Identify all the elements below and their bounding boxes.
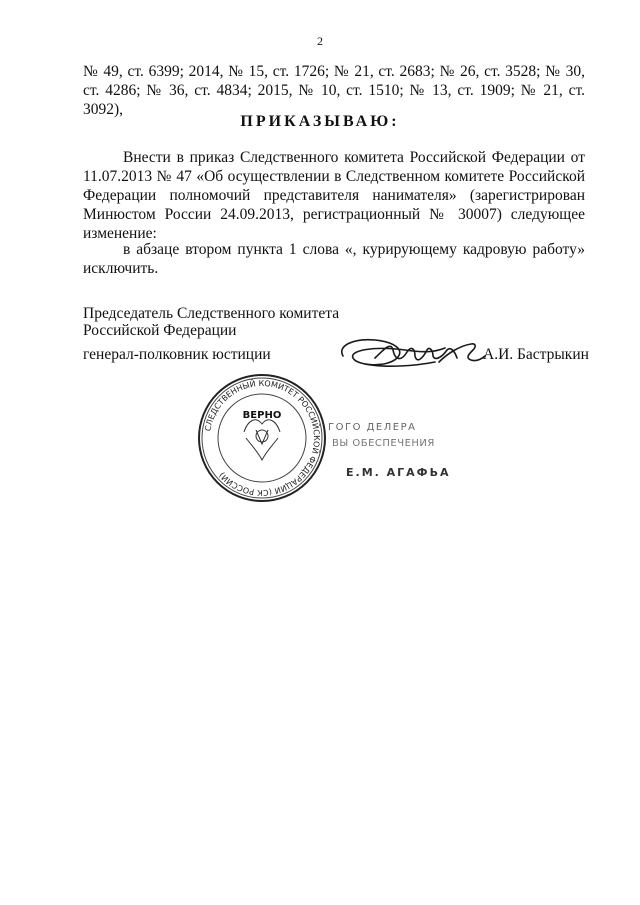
official-seal <box>196 372 328 504</box>
signer-name: А.И. Бастрыкин <box>483 346 589 363</box>
order-paragraph-2: в абзаце втором пункта 1 слова «, курирующему кадровую работу» исключить. <box>83 241 585 277</box>
continuation-text: № 49, ст. 6399; 2014, № 15, ст. 1726; № 21, ст. 2683; № 26, ст. 3528; № 30, ст. 4286; № 36, ст. 4834; 2015, № 10, ст. 1510; № 13, ст. 1909; № 21, ст. 3092), <box>83 63 585 118</box>
page-number: 2 <box>317 34 323 48</box>
stamp-name: Е.М. АГАФЬА <box>346 466 451 479</box>
handwritten-signature <box>335 328 495 378</box>
signer-position-title: Председатель Следственного комитета Российской Федерации <box>83 305 340 339</box>
stamp-line-1: ГОГО ДЕЛЕРА <box>328 422 417 433</box>
stamp-line-2: ВЫ ОБЕСПЕЧЕНИЯ <box>332 438 435 449</box>
order-paragraph-1: Внести в приказ Следственного комитета Российской Федерации от 11.07.2013 № 47 «Об осуществлении в Следственном комитете Российской Федерации полномочий представителя нанимателя» (зарегистрирован Минюстом России 24.09.2013, регистрационный № 30007) следующее изменение: <box>83 149 585 242</box>
seal-ring-text: СЛЕДСТВЕННЫЙ КОМИТЕТ РОССИЙСКОЙ ФЕДЕРАЦИИ (СК РОССИИ) <box>203 378 322 498</box>
order-heading: ПРИКАЗЫВАЮ: <box>240 113 400 130</box>
signer-rank: генерал-полковник юстиции <box>83 346 271 363</box>
seal-center-text: ВЕРНО <box>242 410 282 421</box>
